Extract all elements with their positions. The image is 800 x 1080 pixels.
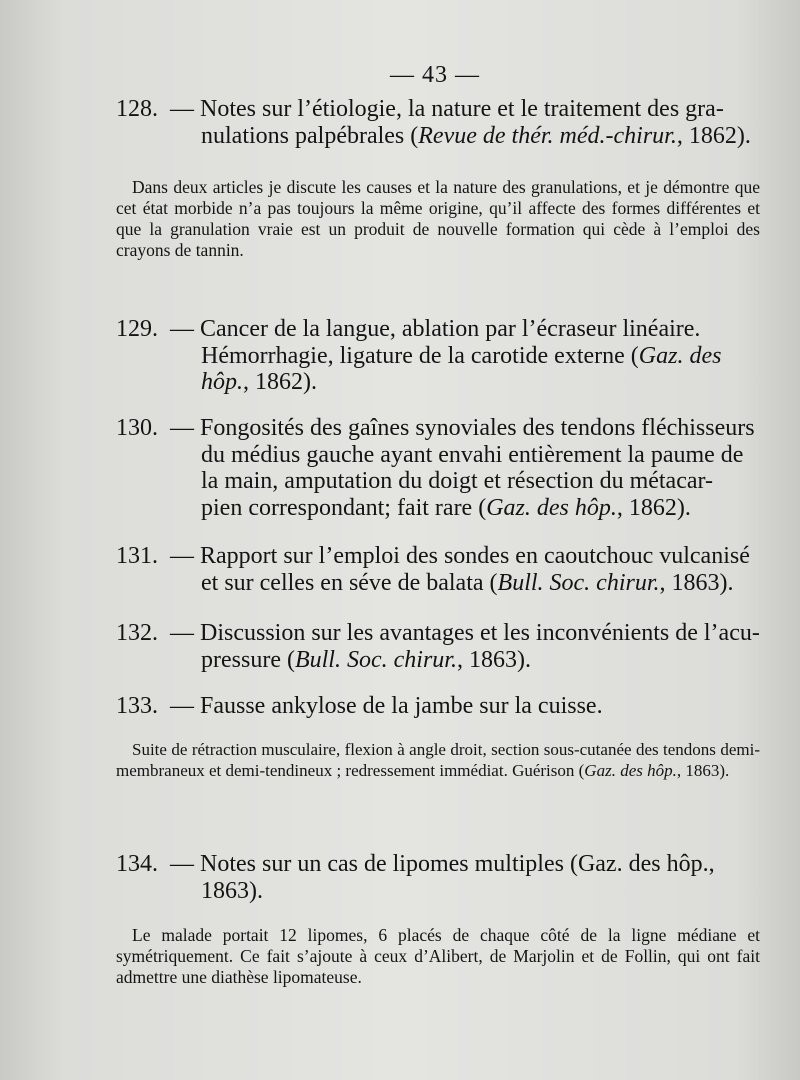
entry-text: Hémorrhagie, ligature de la carotide externe ( [201,342,639,369]
note-text: Suite de rétraction musculaire, flexion à angle droit, section sous-cutanée des tendons demi-membraneux et demi-tendineux ; redressement immédiat. Guérison ( [116,740,760,780]
entry-text: pien correspondant; fait rare ( [201,494,487,521]
entry-title: Notes sur l’étiologie, la nature et le traitement des gra- [200,96,724,122]
entry-number: 132. [116,620,158,646]
entry-title-continued [116,495,760,522]
entry-dash: — [170,415,194,441]
entry-text: pressure ( [201,646,295,673]
entry-128 [116,96,760,149]
entry-number: 128. [116,96,158,122]
entry-title-continued: du médius gauche ayant envahi entièrement la paume de [201,441,744,468]
entry-title-continued [116,570,760,597]
entry-title-continued [116,123,760,150]
entry-title-continued: la main, amputation du doigt et résection du métacar- [201,468,714,494]
citation-year: , 1863). [659,569,734,596]
citation-year: , 1862). [243,369,317,395]
entry-title: Fausse ankylose de la jambe sur la cuisse. [200,693,603,719]
entry-133-note [116,739,760,781]
entry-title: Notes sur un cas de lipomes multiples (Gaz. des hôp., [200,851,715,877]
entry-131 [116,543,760,596]
page-number: — 43 — [390,62,480,88]
entry-title: Discussion sur les avantages et les inconvénients de l’acu- [200,620,760,646]
entry-number: 134. [116,851,158,877]
entry-134-note: Le malade portait 12 lipomes, 6 placés de chaque côté de la ligne médiane et symétriquement. Ce fait s’ajoute à ceux d’Alibert, de Marjolin et de Follin, qui ont fait admettre une diathèse lipomateuse. [116,925,760,987]
entry-title-continued: 1863). [201,877,263,904]
entry-title: Cancer de la langue, ablation par l’écraseur linéaire. [200,316,701,342]
entry-number: 130. [116,415,158,441]
entry-number: 133. [116,693,158,719]
entry-dash: — [170,851,194,877]
entry-title-continued [116,647,760,674]
citation-source: Gaz. des hôp. [584,761,677,780]
entry-130 [116,415,760,521]
citation-year: , 1862). [676,122,751,149]
entry-133 [116,693,760,720]
entry-number: 129. [116,316,158,342]
entry-text: et sur celles en séve de balata ( [201,569,498,596]
entry-dash: — [170,316,194,342]
citation-year: , 1863). [456,646,531,673]
entry-dash: — [170,620,194,646]
entry-title: Rapport sur l’emploi des sondes en caoutchouc vulcanisé [200,543,750,569]
citation-source: Revue de thér. méd.-chirur. [418,122,677,149]
entry-129 [116,316,760,396]
entry-128-note: Dans deux articles je discute les causes et la nature des granulations, et je démontre que cet état morbide n’a pas toujours la même origine, qu’il affecte des formes différentes et que la granulation vraie est un produit de nouvelle formation qui cède à l’emploi des crayons de tannin. [116,177,760,260]
citation-source: Bull. Soc. chirur. [497,569,660,596]
entry-title: Fongosités des gaînes synoviales des tendons fléchisseurs [200,415,755,441]
entry-dash: — [170,96,194,122]
citation-year: , 1862). [616,494,691,521]
citation-year: , 1863). [676,761,730,780]
citation-source: hôp. [201,369,243,395]
entry-dash: — [170,543,194,569]
citation-source: Gaz. des hôp. [486,494,617,521]
entry-title-continued [116,343,760,370]
entry-132 [116,620,760,673]
entry-134 [116,851,760,904]
citation-source: Gaz. des [638,342,722,369]
entry-title-continued [116,369,760,396]
entry-number: 131. [116,543,158,569]
entry-dash: — [170,693,194,719]
citation-source: Bull. Soc. chirur. [294,646,457,673]
entry-text: nulations palpébrales ( [201,122,419,149]
